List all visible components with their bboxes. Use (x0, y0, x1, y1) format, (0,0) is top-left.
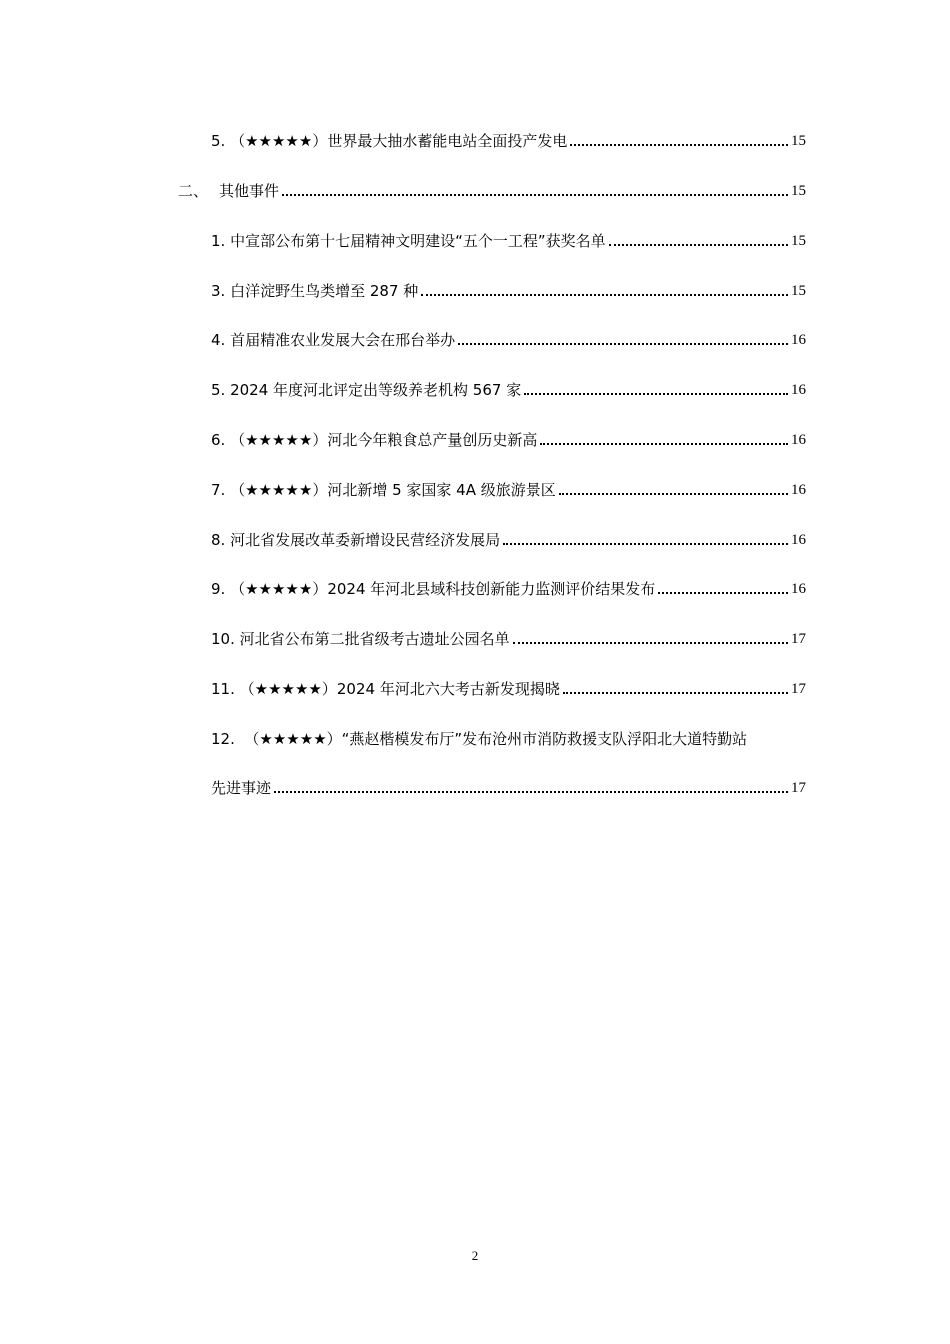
toc-entry-number: 3. (211, 282, 226, 300)
toc-entry-number: 7. (211, 481, 226, 499)
dot-leader (524, 393, 788, 395)
toc-section-page: 15 (791, 183, 806, 199)
toc-entry-page: 17 (791, 780, 806, 796)
toc-entry-number: 12. (211, 730, 235, 748)
toc-entry-page: 17 (791, 631, 806, 647)
toc-entry-page: 16 (791, 382, 806, 398)
toc-entry-title: 白洋淀野生鸟类增至 287 种 (230, 282, 419, 300)
toc-entry-page: 16 (791, 482, 806, 498)
dot-leader (282, 194, 788, 196)
toc-entry-title: 河北省公布第二批省级考古遗址公园名单 (239, 630, 510, 648)
toc-entry-title-line2: 先进事迹 (211, 779, 272, 797)
dot-leader (609, 244, 788, 246)
toc-entry[interactable] (211, 281, 806, 301)
dot-leader (563, 692, 788, 694)
toc-entry-number: 10. (211, 630, 235, 648)
toc-entry[interactable] (211, 330, 806, 350)
toc-section-number: 二、 (178, 182, 209, 200)
toc-entry-number: 1. (211, 232, 226, 250)
toc-entry-page: 15 (791, 233, 806, 249)
toc-entry[interactable] (211, 131, 806, 151)
toc-entry-number: 11. (211, 680, 235, 698)
toc-entry-wrapped[interactable] (211, 729, 806, 749)
toc-entry-title: 河北省发展改革委新增设民营经济发展局 (230, 531, 501, 549)
toc-entry-title: （★★★★★）世界最大抽水蓄能电站全面投产发电 (230, 132, 568, 150)
toc-entry-title: （★★★★★）河北新增 5 家国家 4A 级旅游景区 (230, 481, 556, 499)
toc-entry-title: 2024 年度河北评定出等级养老机构 567 家 (230, 381, 522, 399)
toc-entry[interactable] (211, 380, 806, 400)
toc-entry-page: 16 (791, 581, 806, 597)
toc-entry-page: 16 (791, 332, 806, 348)
toc-entry[interactable] (211, 629, 806, 649)
toc-entry-number: 4. (211, 331, 226, 349)
toc-section-heading[interactable] (178, 181, 806, 201)
dot-leader (458, 343, 788, 345)
page-number: 2 (471, 1248, 479, 1263)
toc-entry[interactable] (211, 679, 806, 699)
toc-entry-title: 中宣部公布第十七届精神文明建设“五个一工程”获奖名单 (230, 232, 606, 250)
toc-entry-number: 9. (211, 580, 226, 598)
toc-entry-page: 16 (791, 432, 806, 448)
toc-entry-page: 17 (791, 681, 806, 697)
dot-leader (658, 592, 788, 594)
toc-entry[interactable] (211, 530, 806, 550)
toc-entry-number: 6. (211, 431, 226, 449)
toc-entry-title: （★★★★★）河北今年粮食总产量创历史新高 (230, 431, 538, 449)
toc-entry-title: （★★★★★）2024 年河北六大考古新发现揭晓 (239, 680, 560, 698)
toc-entry-continuation[interactable] (211, 778, 806, 798)
toc-entry[interactable] (211, 231, 806, 251)
toc-entry[interactable] (211, 480, 806, 500)
toc-entry-title: 首届精准农业发展大会在邢台举办 (230, 331, 456, 349)
toc-entry-number: 5. (211, 132, 226, 150)
dot-leader (570, 144, 788, 146)
toc-entry[interactable] (211, 579, 806, 599)
toc-entry-page: 15 (791, 133, 806, 149)
dot-leader (421, 294, 788, 296)
dot-leader (274, 791, 788, 793)
toc-section-title: 其他事件 (219, 182, 280, 200)
dot-leader (503, 543, 788, 545)
dot-leader (513, 642, 788, 644)
toc-entry-page: 16 (791, 532, 806, 548)
toc-entry[interactable] (211, 430, 806, 450)
toc-entry-title: （★★★★★）2024 年河北县域科技创新能力监测评价结果发布 (230, 580, 656, 598)
dot-leader (540, 443, 788, 445)
toc-entry-number: 8. (211, 531, 226, 549)
dot-leader (559, 493, 788, 495)
toc-entry-page: 15 (791, 283, 806, 299)
toc-entry-title-line1: （★★★★★）“燕赵楷模发布厅”发布沧州市消防救援支队浮阳北大道特勤站 (244, 730, 748, 748)
toc-entry-number: 5. (211, 381, 226, 399)
